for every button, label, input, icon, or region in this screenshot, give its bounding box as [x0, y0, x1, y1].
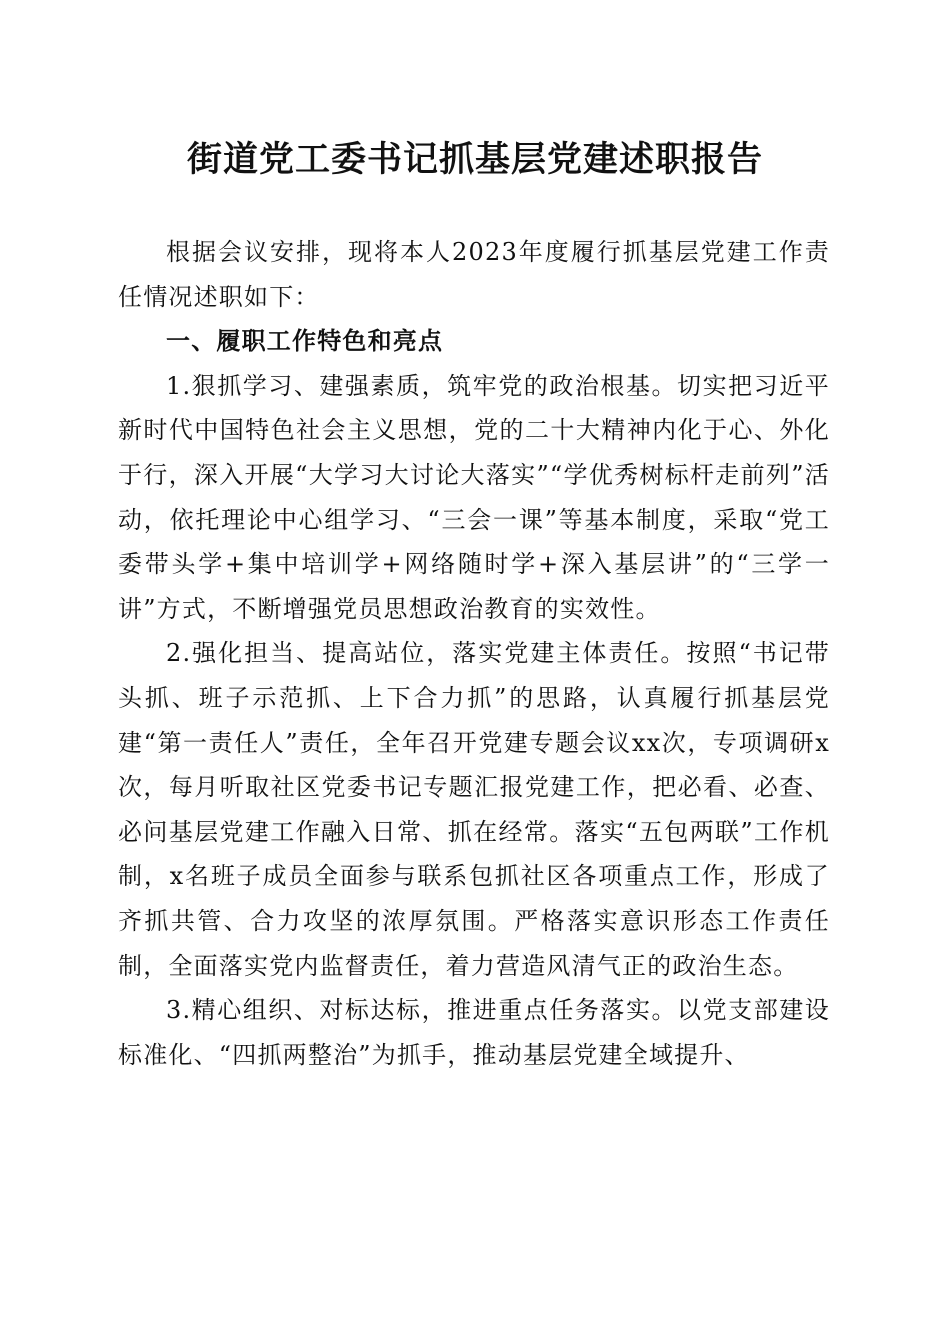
- body-paragraph: 2.强化担当、提高站位，落实党建主体责任。按照“书记带头抓、班子示范抓、上下合力抓”的思路，认真履行抓基层党建“第一责任人”责任，全年召开党建专题会议xx次，专项调研x次，每月听取社区党委书记专题汇报党建工作，把必看、必查、必问基层党建工作融入日常、抓在经常。落实“五包两联”工作机制，x名班子成员全面参与联系包抓社区各项重点工作，形成了齐抓共管、合力攻坚的浓厚氛围。严格落实意识形态工作责任制，全面落实党内监督责任，着力营造风清气正的政治生态。: [118, 639, 830, 980]
- section-heading: 一、履职工作特色和亮点: [166, 327, 444, 356]
- document-title: 街道党工委书记抓基层党建述职报告: [186, 139, 763, 180]
- intro-paragraph: 根据会议安排，现将本人2023年度履行抓基层党建工作责任情况述职如下：: [118, 238, 830, 311]
- body-paragraph: 1.狠抓学习、建强素质，筑牢党的政治根基。切实把习近平新时代中国特色社会主义思想，党的二十大精神内化于心、外化于行，深入开展“大学习大讨论大落实”“学优秀树标杆走前列”活动，依托理论中心组学习、“三会一课”等基本制度，采取“党工委带头学+集中培训学+网络随时学+深入基层讲”的“三学一讲”方式，不断增强党员思想政治教育的实效性。: [118, 371, 830, 623]
- body-paragraph: 3.精心组织、对标达标，推进重点任务落实。以党支部建设标准化、“四抓两整治”为抓手，推动基层党建全域提升、: [118, 996, 830, 1069]
- document-body: [118, 230, 830, 1077]
